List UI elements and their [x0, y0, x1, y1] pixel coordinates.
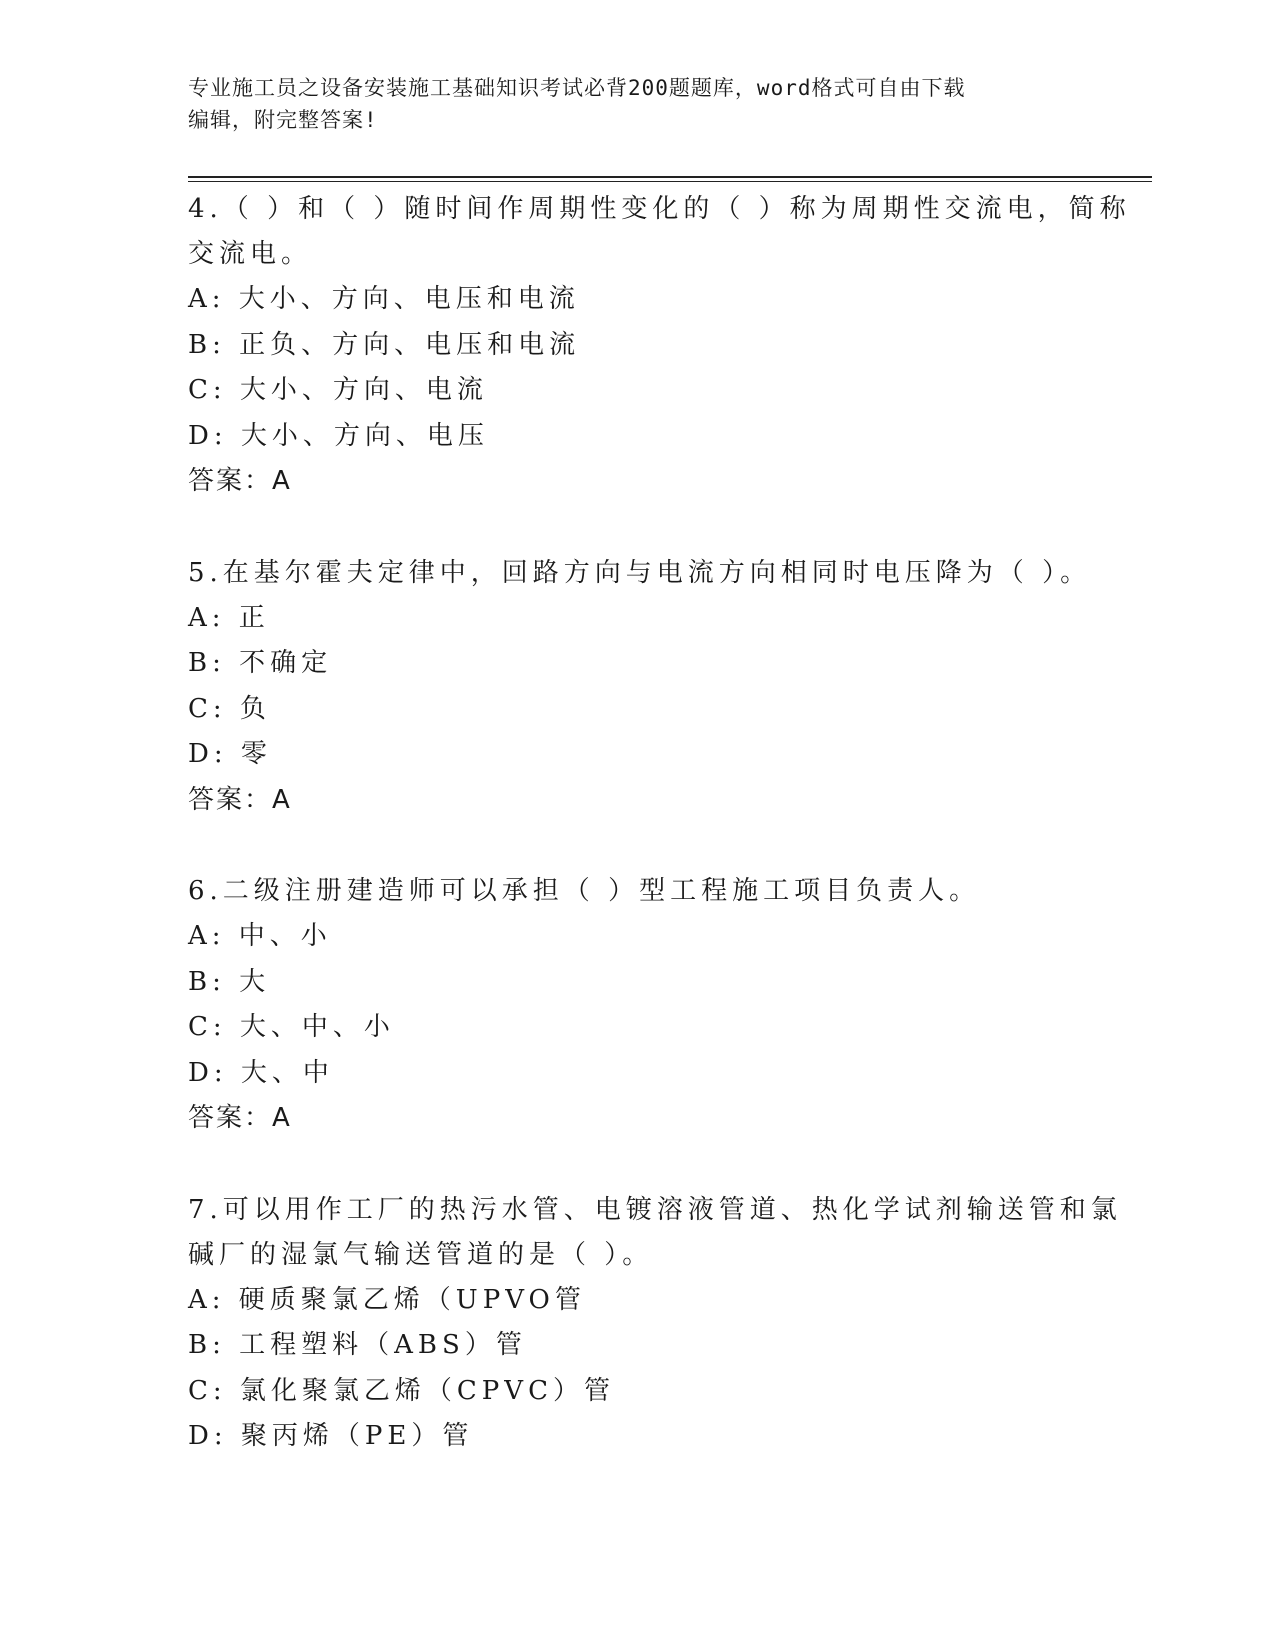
answer-label: 答案：A — [188, 1103, 292, 1133]
question-stem-line: 碱厂的湿氯气输送管道的是（ ）。 — [188, 1239, 654, 1270]
question-6 — [188, 869, 1088, 1142]
option-d: D: 聚丙烯（PE）管 — [188, 1421, 474, 1451]
option-a: A: 正 — [188, 602, 270, 633]
option-b: B: 不确定 — [188, 648, 333, 678]
header-title-line-2: 编辑，附完整答案! — [188, 108, 378, 132]
question-spacer — [188, 505, 1088, 551]
option-b: B: 正负、方向、电压和电流 — [188, 329, 581, 360]
option-c: C: 氯化聚氯乙烯（CPVC）管 — [188, 1375, 615, 1406]
option-d: D: 零 — [188, 739, 272, 769]
question-list — [188, 187, 1131, 1460]
option-c: C: 大、中、小 — [188, 1012, 395, 1042]
option-b: B: 工程塑料（ABS）管 — [188, 1330, 527, 1360]
option-c: C: 大小、方向、电流 — [188, 375, 488, 405]
header-title-line-1: 专业施工员之设备安装施工基础知识考试必背200题题库，word格式可自由下载 — [188, 76, 966, 100]
question-stem — [188, 869, 1088, 914]
document-header — [188, 72, 1068, 136]
question-7 — [188, 1188, 1122, 1460]
question-stem-line: 7.可以用作工厂的热污水管、电镀溶液管道、热化学试剂输送管和氯 — [188, 1194, 1122, 1225]
option-a: A: 中、小 — [188, 921, 332, 951]
answer-label: 答案：A — [188, 784, 292, 815]
option-a: A: 硬质聚氯乙烯（UPVO管 — [188, 1284, 586, 1315]
question-stem — [188, 1188, 1122, 1278]
question-stem-line: 5.在基尔霍夫定律中，回路方向与电流方向相同时电压降为（ ）。 — [188, 557, 1092, 588]
header-divider-thin — [188, 181, 1152, 182]
question-stem — [188, 187, 1131, 277]
option-b: B: 大 — [188, 966, 271, 997]
option-d: D: 大、中 — [188, 1057, 334, 1088]
option-d: D: 大小、方向、电压 — [188, 420, 489, 451]
question-stem — [188, 551, 1092, 596]
question-spacer — [188, 823, 1088, 869]
question-stem-line: 4.（ ）和（ ）随时间作周期性变化的（ ）称为周期性交流电，简称 — [188, 194, 1131, 224]
question-stem-line: 6.二级注册建造师可以承担（ ）型工程施工项目负责人。 — [188, 876, 981, 906]
question-4 — [188, 187, 1131, 505]
header-divider-thick — [188, 176, 1152, 178]
question-spacer — [188, 1142, 1088, 1188]
option-a: A: 大小、方向、电压和电流 — [188, 284, 580, 314]
answer-label: 答案：A — [188, 466, 292, 496]
option-c: C: 负 — [188, 693, 271, 724]
question-stem-line: 交流电。 — [188, 239, 313, 269]
question-5 — [188, 551, 1092, 824]
